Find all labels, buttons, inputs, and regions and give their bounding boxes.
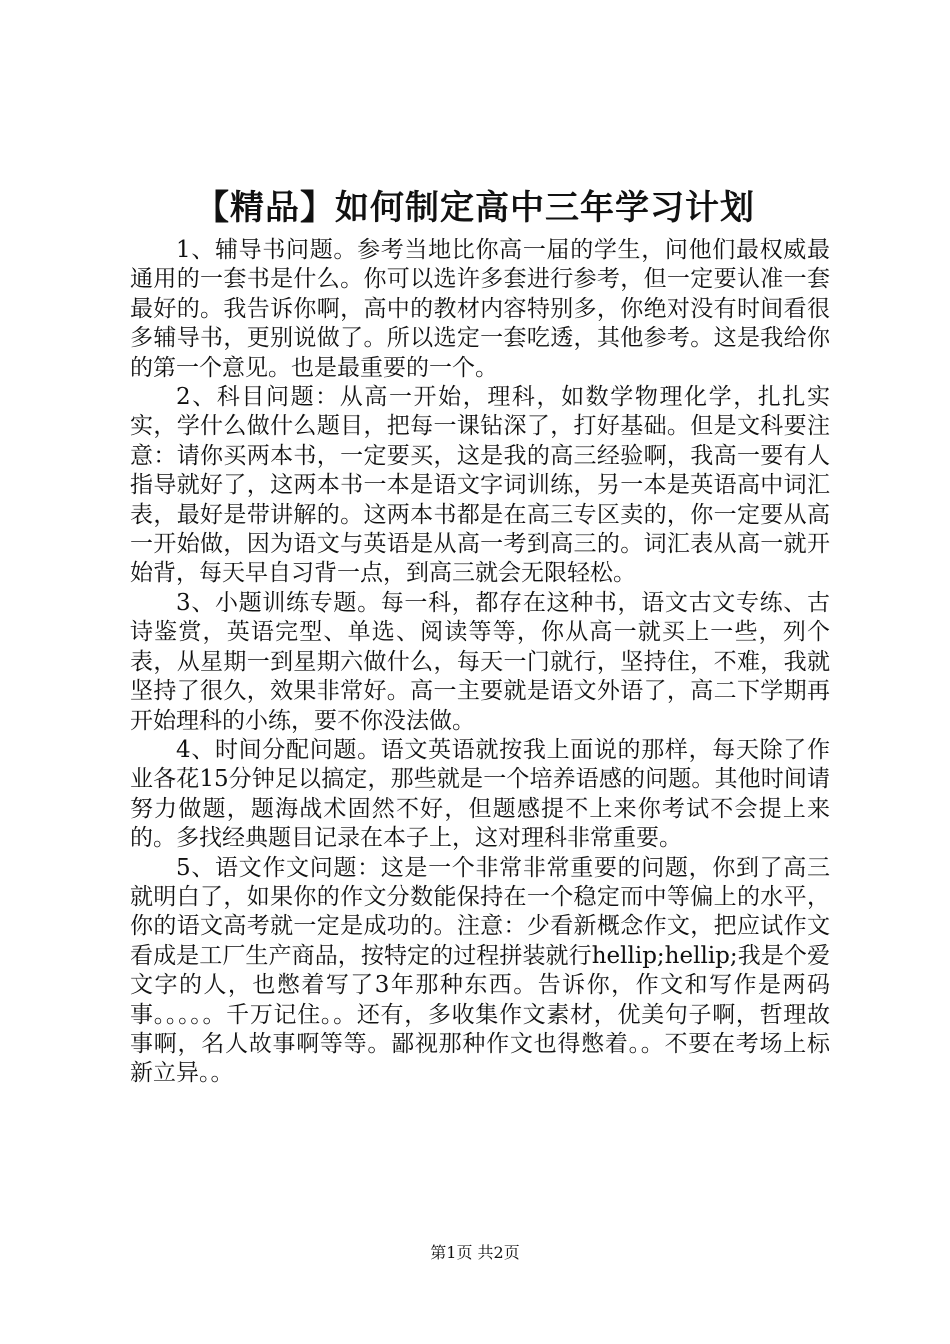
paragraph-1: 1、辅导书问题。参考当地比你高一届的学生，问他们最权威最通用的一套书是什么。你可以选许多套进行参考，但一定要认准一套最好的。我告诉你啊，高中的教材内容特别多，你绝对没有时间看很多辅导书，更别说做了。所以选定一套吃透，其他参考。这是我给你的第一个意见。也是最重要的一个。	[130, 237, 830, 381]
paragraph-5: 5、语文作文问题：这是一个非常非常重要的问题，你到了高三就明白了，如果你的作文分数能保持在一个稳定而中等偏上的水平，你的语文高考就一定是成功的。注意：少看新概念作文，把应试作文看成是工厂生产商品，按特定的过程拼装就行hellip;hellip;我是个爱文字的人，也憋着写了3年那种东西。告诉你，作文和写作是两码事。。。。。千万记住。。还有，多收集作文素材，优美句子啊，哲理故事啊，名人故事啊等等。鄙视那种作文也得憋着。。不要在考场上标新立异。。	[130, 854, 830, 1087]
page-number-footer: 第1页 共2页	[430, 1243, 520, 1262]
document-body	[130, 236, 830, 1089]
paragraph-3: 3、小题训练专题。每一科，都存在这种书，语文古文专练、古诗鉴赏，英语完型、单选、阅读等等，你从高一就买上一些，列个表，从星期一到星期六做什么，每天一门就行，坚持住，不难，我就坚持了很久，效果非常好。高一主要就是语文外语了，高二下学期再开始理科的小练，要不你没法做。	[130, 589, 830, 734]
document-title: 【精品】如何制定高中三年学习计划	[195, 188, 755, 228]
paragraph-2: 2、科目问题：从高一开始，理科，如数学物理化学，扎扎实实，学什么做什么题目，把每一课钻深了，打好基础。但是文科要注意：请你买两本书，一定要买，这是我的高三经验啊，我高一要有人指导就好了，这两本书一本是语文字词训练，另一本是英语高中词汇表，最好是带讲解的。这两本书都是在高三专区卖的，你一定要从高一开始做，因为语文与英语是从高一考到高三的。词汇表从高一就开始背，每天早自习背一点，到高三就会无限轻松。	[130, 384, 830, 587]
paragraph-4: 4、时间分配问题。语文英语就按我上面说的那样，每天除了作业各花15分钟足以搞定，那些就是一个培养语感的问题。其他时间请努力做题，题海战术固然不好，但题感提不上来你考试不会提上来的。多找经典题目记录在本子上，这对理科非常重要。	[130, 736, 830, 852]
